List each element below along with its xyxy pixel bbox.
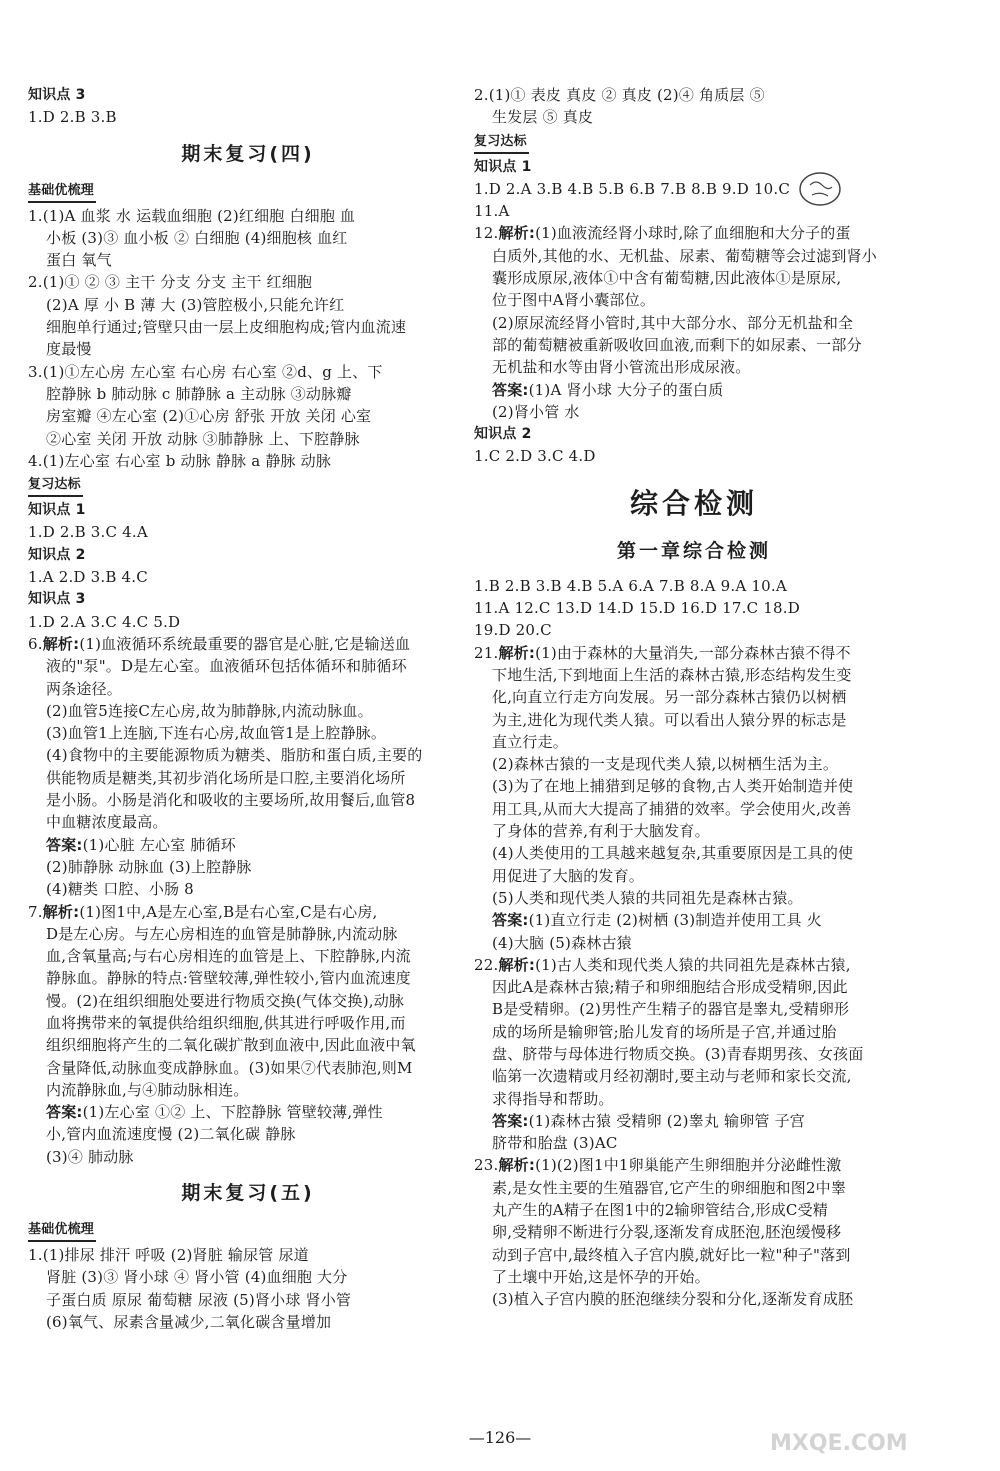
text-line: (4)食物中的主要能源物质为糖类、脂肪和蛋白质,主要的 bbox=[46, 746, 423, 765]
text-line: 下地生活,下到地面上生活的森林古猿,形态结构发生变 bbox=[492, 665, 852, 684]
text-line: 用促进了大脑的发育。 bbox=[492, 866, 645, 885]
text-line: 1.(1)排尿 排汗 呼吸 (2)肾脏 输尿管 尿道 bbox=[28, 1246, 309, 1265]
text-line: 卵,受精卵不断进行分裂,逐渐发育成胚泡,胚泡缓慢移 bbox=[492, 1223, 842, 1242]
section-label-text: 复习达标 bbox=[28, 475, 83, 497]
answer-label: 答案: bbox=[492, 1111, 529, 1130]
section-title: 期末复习(五) bbox=[181, 1182, 315, 1205]
text-line: 因此A是森林古猿;精子和卵细胞结合形成受精卵,因此 bbox=[492, 978, 848, 997]
text-line: 血,含氧量高;与右心房相连的血管是上、下腔静脉,内流 bbox=[46, 947, 411, 966]
answer-label: 解析: bbox=[498, 224, 536, 243]
text-line: 4.(1)左心室 右心室 b 动脉 静脉 a 静脉 动脉 bbox=[28, 451, 332, 470]
text-line: (3)④ 肺动脉 bbox=[46, 1147, 134, 1166]
text-line: 蛋白 氧气 bbox=[46, 251, 112, 270]
text-line: (4)人类使用的工具越来越复杂,其重要原因是工具的使 bbox=[492, 844, 854, 863]
chapter-title: 综合检测 bbox=[629, 486, 758, 520]
text-line: 临第一次遗精或月经初潮时,要主动与老师和家长交流, bbox=[492, 1067, 852, 1086]
text-line: 答案:(1)A 肾小球 大分子的蛋白质 bbox=[492, 380, 724, 399]
text-line: 1.A 2.D 3.B 4.C bbox=[28, 568, 148, 587]
answer-label: 答案: bbox=[492, 380, 529, 399]
text-line: 子蛋白质 原尿 葡萄糖 尿液 (5)肾小球 肾小管 bbox=[46, 1290, 352, 1309]
text-line: 血将携带来的氧提供给组织细胞,供其进行呼吸作用,而 bbox=[46, 1013, 406, 1032]
text-line: 1.D 2.B 3.B bbox=[28, 108, 117, 127]
text-line: 11.A bbox=[474, 202, 510, 221]
text-line: 7.解析:(1)图1中,A是左心室,B是右心室,C是右心房, bbox=[28, 902, 378, 921]
text-line: B是受精卵。(2)男性产生精子的器官是睾丸,受精卵形 bbox=[492, 1000, 850, 1019]
handwritten-mark-icon bbox=[796, 165, 844, 213]
answer-label: 解析: bbox=[42, 634, 80, 653]
text-line: 小,管内血流速度慢 (2)二氧化碳 静脉 bbox=[46, 1125, 296, 1144]
left-column bbox=[28, 84, 468, 1333]
answer-label: 答案: bbox=[46, 1103, 83, 1122]
section-title: 第一章综合检测 bbox=[616, 539, 771, 562]
text-line: (2)A 厚 小 B 薄 大 (3)管腔极小,只能允许红 bbox=[46, 295, 345, 314]
text-line: 含量降低,动脉血变成静脉血。(3)如果⑦代表肺泡,则M bbox=[46, 1058, 413, 1077]
text-line: 盘、脐带与母体进行物质交换。(3)青春期男孩、女孩面 bbox=[492, 1044, 864, 1063]
text-line: 22.解析:(1)古人类和现代类人猿的共同祖先是森林古猿, bbox=[474, 955, 851, 974]
answer-label: 解析: bbox=[498, 955, 536, 974]
answer-label: 解析: bbox=[498, 643, 536, 662]
section-title: 期末复习(四) bbox=[181, 142, 315, 165]
text-line: 答案:(1)左心室 ①② 上、下腔静脉 管壁较薄,弹性 bbox=[46, 1103, 383, 1122]
text-line: 内流静脉血,与④肺动脉相连。 bbox=[46, 1080, 249, 1099]
text-line: 用工具,从而大大提高了捕猎的效率。学会使用火,改善 bbox=[492, 799, 852, 818]
right-column bbox=[474, 84, 914, 1311]
text-line: (6)氧气、尿素含量减少,二氧化碳含量增加 bbox=[46, 1312, 332, 1331]
knowledge-point-heading: 知识点 1 bbox=[474, 158, 532, 175]
watermark-text: MXQE.COM bbox=[770, 1431, 908, 1456]
text-line: 度最慢 bbox=[46, 340, 92, 359]
text-line: ②心室 关闭 开放 动脉 ③肺静脉 上、下腔静脉 bbox=[46, 429, 360, 448]
text-line: (4)大脑 (5)森林古猿 bbox=[492, 933, 632, 952]
text-line: 动到子宫中,最终植入子宫内膜,就好比一粒"种子"落到 bbox=[492, 1245, 851, 1264]
text-line: 1.D 2.A 3.C 4.C 5.D bbox=[28, 612, 181, 631]
text-line: (2)血管5连接C左心房,故为肺静脉,内流动脉血。 bbox=[46, 701, 373, 720]
text-line: D是左心房。与左心房相连的血管是肺静脉,内流动脉 bbox=[46, 924, 398, 943]
text-line: 了土壤中开始,这是怀孕的开始。 bbox=[492, 1267, 710, 1286]
text-line: 房室瓣 ④左心室 (2)①心房 舒张 开放 关闭 心室 bbox=[46, 407, 372, 426]
text-line: 1.C 2.D 3.C 4.D bbox=[474, 447, 596, 466]
text-line: 直立行走。 bbox=[492, 732, 569, 751]
text-line: 无机盐和水等由肾小管流出形成尿液。 bbox=[492, 358, 751, 377]
text-line: (3)血管1上连脑,下连右心房,故血管1是上腔静脉。 bbox=[46, 724, 387, 743]
text-line: 脐带和胎盘 (3)AC bbox=[492, 1134, 618, 1153]
answer-label: 解析: bbox=[498, 1156, 536, 1175]
text-line: 答案:(1)森林古猿 受精卵 (2)睾丸 输卵管 子宫 bbox=[492, 1111, 805, 1130]
text-line: 部的葡萄糖被重新吸收回血液,而剩下的如尿素、一部分 bbox=[492, 335, 862, 354]
text-line: 肾脏 (3)③ 肾小球 ④ 肾小管 (4)血细胞 大分 bbox=[46, 1268, 348, 1287]
section-label-text: 基础优梳理 bbox=[28, 181, 96, 203]
knowledge-point-heading: 知识点 1 bbox=[28, 502, 86, 519]
answer-label: 答案: bbox=[492, 911, 529, 930]
text-line: (2)肾小管 水 bbox=[492, 402, 580, 421]
text-line: 3.(1)①左心房 左心室 右心房 右心室 ②d、g 上、下 bbox=[28, 362, 383, 381]
text-line: 液的"泵"。D是左心室。血液循环包括体循环和肺循环 bbox=[46, 657, 407, 676]
text-line: 了身体的营养,有利于大脑发育。 bbox=[492, 822, 710, 841]
text-line: (2)森林古猿的一支是现代类人猿,以树栖生活为主。 bbox=[492, 755, 839, 774]
text-line: 19.D 20.C bbox=[474, 621, 552, 640]
text-line: 2.(1)① ② ③ 主干 分支 分支 主干 红细胞 bbox=[28, 273, 313, 292]
section-label bbox=[474, 129, 914, 156]
answer-label: 解析: bbox=[42, 902, 80, 921]
text-line: 组织细胞将产生的二氧化碳扩散到血液中,因此血液中氧 bbox=[46, 1036, 416, 1055]
text-line: 2.(1)① 表皮 真皮 ② 真皮 (2)④ 角质层 ⑤ bbox=[474, 86, 765, 104]
text-line: 丸产生的A精子在图1中的2输卵管结合,形成C受精 bbox=[492, 1201, 828, 1220]
text-line: 两条途径。 bbox=[46, 679, 123, 698]
page-number: —126— bbox=[468, 1428, 532, 1447]
text-line: 1.(1)A 血浆 水 运载血细胞 (2)红细胞 白细胞 血 bbox=[28, 206, 356, 225]
text-line: 21.解析:(1)由于森林的大量消失,一部分森林古猿不得不 bbox=[474, 643, 851, 662]
text-line: 小板 (3)③ 血小板 ② 白细胞 (4)细胞核 血红 bbox=[46, 228, 348, 247]
knowledge-point-heading: 知识点 2 bbox=[474, 426, 532, 443]
text-line: 化,向直立行走方向发展。另一部分森林古猿仍以树栖 bbox=[492, 688, 847, 707]
text-line: 中血糖浓度最高。 bbox=[46, 813, 168, 832]
watermark-logo bbox=[760, 1380, 960, 1460]
text-line: 1.D 2.B 3.C 4.A bbox=[28, 523, 148, 542]
section-label bbox=[28, 472, 468, 499]
section-label bbox=[28, 178, 468, 205]
text-line: (4)糖类 口腔、小肠 8 bbox=[46, 880, 194, 899]
text-line: 供能物质是糖类,其初步消化场所是口腔,主要消化场所 bbox=[46, 768, 406, 787]
text-line: (5)人类和现代类人猿的共同祖先是森林古猿。 bbox=[492, 888, 803, 907]
text-line: 腔静脉 b 肺动脉 c 肺静脉 a 主动脉 ③动脉瓣 bbox=[46, 384, 352, 403]
text-line: 是小肠。小肠是消化和吸收的主要场所,故用餐后,血管8 bbox=[46, 791, 416, 810]
text-line: 12.解析:(1)血液流经肾小球时,除了血细胞和大分子的蛋 bbox=[474, 224, 851, 243]
text-line: 慢。(2)在组织细胞处要进行物质交换(气体交换),动脉 bbox=[46, 991, 405, 1010]
text-line: 答案:(1)直立行走 (2)树栖 (3)制造并使用工具 火 bbox=[492, 911, 822, 930]
text-line: 11.A 12.C 13.D 14.D 15.D 16.D 17.C 18.D bbox=[474, 599, 800, 618]
knowledge-point-heading: 知识点 2 bbox=[28, 546, 86, 563]
answer-label: 答案: bbox=[46, 835, 83, 854]
text-line: (3)为了在地上捕猎到足够的食物,古人类开始制造并使 bbox=[492, 777, 854, 796]
text-line: 位于图中A肾小囊部位。 bbox=[492, 291, 656, 310]
text-line: 静脉血。静脉的特点:管壁较薄,弹性较小,管内血流速度 bbox=[46, 969, 411, 988]
text-line: 1.B 2.B 3.B 4.B 5.A 6.A 7.B 8.A 9.A 10.A bbox=[474, 576, 787, 595]
knowledge-point-heading: 知识点 3 bbox=[28, 87, 86, 103]
text-line: (2)肺静脉 动脉血 (3)上腔静脉 bbox=[46, 857, 252, 876]
text-line: 6.解析:(1)血液循环系统最重要的器官是心脏,它是输送血 bbox=[28, 634, 411, 653]
text-line: 求得指导和帮助。 bbox=[492, 1089, 614, 1108]
text-line: 囊形成原尿,液体①中含有葡萄糖,因此液体①是原尿, bbox=[492, 269, 842, 288]
text-line: 白质外,其他的水、无机盐、尿素、葡萄糖等会过滤到肾小 bbox=[492, 246, 877, 265]
text-line: 答案:(1)心脏 左心室 肺循环 bbox=[46, 835, 236, 854]
section-label bbox=[28, 1217, 468, 1244]
section-label-text: 复习达标 bbox=[474, 132, 529, 154]
text-line: 1.D 2.A 3.B 4.B 5.B 6.B 7.B 8.B 9.D 10.C bbox=[474, 179, 791, 198]
section-label-text: 基础优梳理 bbox=[28, 1220, 96, 1242]
text-line: 细胞单行通过;管壁只由一层上皮细胞构成;管内血流速 bbox=[46, 318, 407, 337]
text-line: 23.解析:(1)(2)图1中1卵巢能产生卵细胞并分泌雌性激 bbox=[474, 1156, 842, 1175]
text-line: 为主,进化为现代类人猿。可以看出人猿分界的标志是 bbox=[492, 710, 847, 729]
knowledge-point-heading: 知识点 3 bbox=[28, 591, 86, 608]
text-line: 素,是女性主要的生殖器官,它产生的卵细胞和图2中睾 bbox=[492, 1178, 847, 1197]
text-line: 成的场所是输卵管;胎儿发育的场所是子宫,并通过胎 bbox=[492, 1022, 837, 1041]
text-line: (3)植入子宫内膜的胚泡继续分裂和分化,逐渐发育成胚 bbox=[492, 1290, 854, 1309]
text-line: (2)原尿流经肾小管时,其中大部分水、部分无机盐和全 bbox=[492, 313, 854, 332]
text-line: 生发层 ⑤ 真皮 bbox=[492, 108, 594, 127]
